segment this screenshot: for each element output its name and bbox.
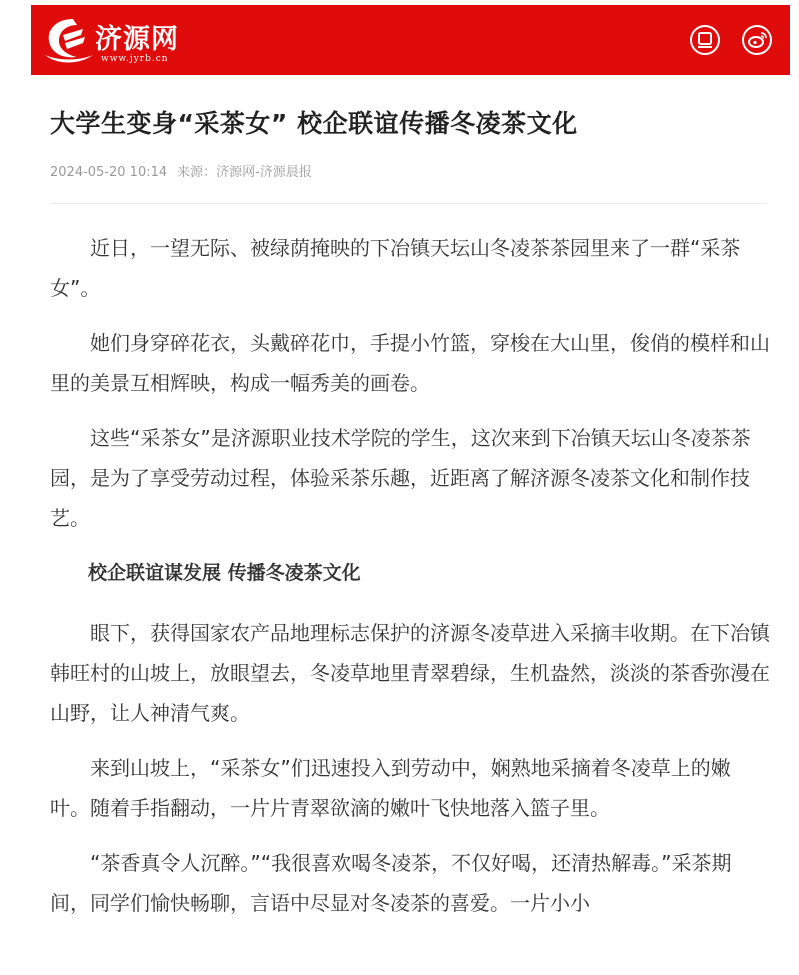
article-title: 大学生变身“采茶女” 校企联谊传播冬凌茶文化 [50, 109, 578, 138]
article-body [50, 228, 770, 938]
app-button[interactable] [690, 25, 720, 55]
site-logo[interactable] [43, 13, 218, 69]
article-paragraph: 近日，一望无际、被绿荫掩映的下冶镇天坛山冬凌茶茶园里来了一群“采茶女”。 [50, 236, 741, 300]
article-meta [50, 161, 312, 180]
site-name: 济源网 [95, 24, 179, 55]
weibo-icon [748, 31, 768, 49]
divider [50, 203, 767, 204]
publish-date: 2024-05-20 10:14 [50, 165, 168, 180]
site-url: www.jyrb.cn [101, 54, 169, 64]
article-paragraph: “茶香真令人沉醉。”“我很喜欢喝冬凌茶，不仅好喝，还清热解毒。”采茶期间，同学们愉快畅聊，言语中尽显对冬凌茶的喜爱。一片小小 [50, 851, 732, 915]
article-source: 来源：济源网-济源晨报 [177, 165, 312, 180]
app-icon [696, 31, 714, 49]
weibo-button[interactable] [742, 25, 772, 55]
article-paragraph: 她们身穿碎花衣，头戴碎花巾，手提小竹篮，穿梭在大山里，俊俏的模样和山里的美景互相辉映，构成一幅秀美的画卷。 [50, 331, 770, 395]
site-header [31, 5, 790, 75]
article-paragraph: 来到山坡上，“采茶女”们迅速投入到劳动中，娴熟地采摘着冬凌草上的嫩叶。随着手指翻动，一片片青翠欲滴的嫩叶飞快地落入篮子里。 [50, 756, 731, 820]
article-subheading: 校企联谊谋发展 传播冬凌茶文化 [88, 562, 361, 584]
article-paragraph: 眼下，获得国家农产品地理标志保护的济源冬凌草进入采摘丰收期。在下冶镇韩旺村的山坡上，放眼望去，冬凌草地里青翠碧绿，生机盎然，淡淡的茶香弥漫在山野，让人神清气爽。 [50, 621, 770, 725]
article-paragraph: 这些“采茶女”是济源职业技术学院的学生，这次来到下冶镇天坛山冬凌茶茶园，是为了享受劳动过程，体验采茶乐趣，近距离了解济源冬凌茶文化和制作技艺。 [50, 426, 751, 530]
logo-mark-icon [43, 15, 99, 65]
